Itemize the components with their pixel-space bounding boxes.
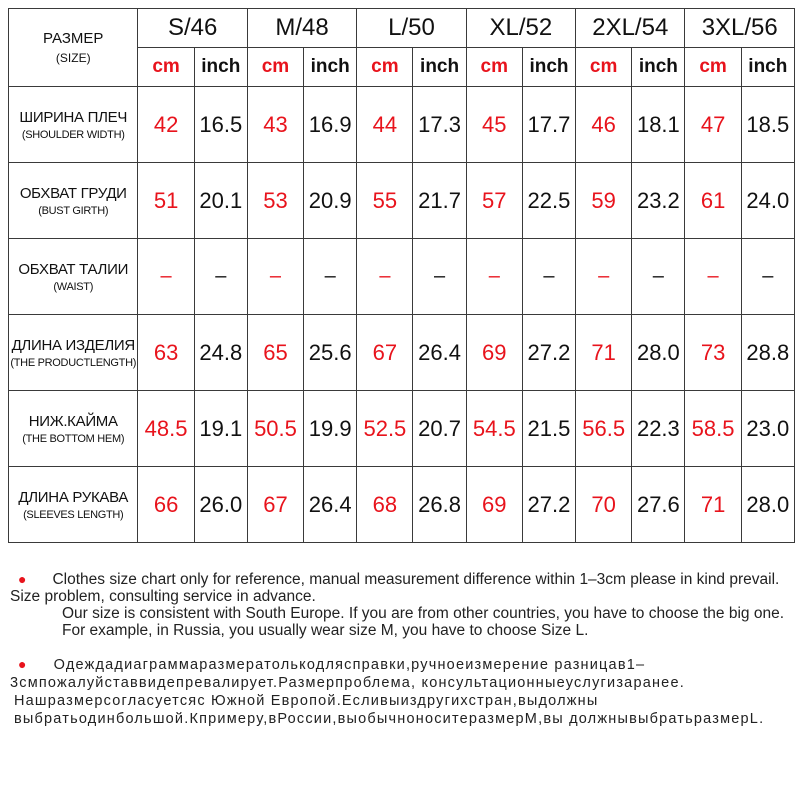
value-inch: 26.0 <box>194 467 247 543</box>
value-cm: 53 <box>247 163 303 239</box>
size-2xl-header: 2XL/54 <box>576 9 685 48</box>
unit-inch-header: inch <box>413 48 466 87</box>
measurement-label-cell <box>9 239 138 315</box>
value-inch: 26.4 <box>304 467 357 543</box>
unit-cm-header: cm <box>466 48 522 87</box>
value-cm: 69 <box>466 467 522 543</box>
value-inch: 28.8 <box>741 315 794 391</box>
value-cm: 45 <box>466 87 522 163</box>
value-inch: 27.2 <box>522 315 575 391</box>
bullet-icon: ● <box>18 656 28 672</box>
measurement-label-en: (SLEEVES LENGTH) <box>23 508 124 521</box>
note-ru-1-text: Одеждадиаграммаразмератолькодляcправки,ручноеизмерение разницав1–3смпожалуйставвидепревалирует.Размерпроблема, консультационныеуслугизаранее. <box>10 657 685 691</box>
unit-cm-header: cm <box>685 48 741 87</box>
value-cm: – <box>576 239 632 315</box>
value-inch: – <box>304 239 357 315</box>
value-inch: 20.7 <box>413 391 466 467</box>
value-inch: 28.0 <box>632 315 685 391</box>
measurement-row <box>9 467 795 543</box>
value-cm: 46 <box>576 87 632 163</box>
size-xl-header: XL/52 <box>466 9 575 48</box>
unit-cm-header: cm <box>247 48 303 87</box>
value-inch: 23.2 <box>632 163 685 239</box>
value-cm: 57 <box>466 163 522 239</box>
measurement-row <box>9 315 795 391</box>
size-label-en: (SIZE) <box>55 51 91 65</box>
value-cm: 59 <box>576 163 632 239</box>
measurement-row <box>9 239 795 315</box>
size-header-row <box>9 9 795 48</box>
value-inch: – <box>522 239 575 315</box>
unit-inch-header: inch <box>741 48 794 87</box>
value-inch: – <box>194 239 247 315</box>
measurement-row <box>9 87 795 163</box>
value-cm: 71 <box>685 467 741 543</box>
unit-inch-header: inch <box>194 48 247 87</box>
measurement-label-ru: ОБХВАТ ГРУДИ <box>19 184 127 202</box>
value-inch: 18.1 <box>632 87 685 163</box>
value-cm: 43 <box>247 87 303 163</box>
measurement-label-en: (SHOULDER WIDTH) <box>21 128 125 141</box>
value-cm: 44 <box>357 87 413 163</box>
bullet-icon: ● <box>18 571 27 587</box>
value-cm: – <box>247 239 303 315</box>
value-cm: 61 <box>685 163 741 239</box>
value-inch: 20.1 <box>194 163 247 239</box>
note-en-1-text: Clothes size chart only for reference, manual measurement difference within 1–3cm please in kind prevail. Size problem, consulting service in advance. <box>10 571 780 605</box>
note-ru-1 <box>10 655 792 692</box>
size-l-header: L/50 <box>357 9 466 48</box>
value-cm: – <box>357 239 413 315</box>
measurement-label-ru: ДЛИНА ИЗДЕЛИЯ <box>11 336 135 354</box>
value-cm: 71 <box>576 315 632 391</box>
value-inch: – <box>741 239 794 315</box>
value-inch: 23.0 <box>741 391 794 467</box>
value-inch: 22.3 <box>632 391 685 467</box>
value-cm: 56.5 <box>576 391 632 467</box>
measurement-label-ru: ОБХВАТ ТАЛИИ <box>18 260 129 278</box>
note-en-1 <box>10 571 792 605</box>
measurement-label-en: (THE BOTTOM HEM) <box>22 432 125 445</box>
measurement-label-cell <box>9 163 138 239</box>
measurement-label-cell <box>9 315 138 391</box>
unit-cm-header: cm <box>138 48 194 87</box>
value-inch: 27.6 <box>632 467 685 543</box>
measurement-label-ru: ДЛИНА РУКАВА <box>18 488 129 506</box>
note-en-2: Our size is consistent with South Europe. If you are from other countries, you have to choose the big one. For example, in Russia, you usually wear size M, you have to choose Size L. <box>62 605 785 639</box>
value-cm: 51 <box>138 163 194 239</box>
measurement-label-en: (BUST GIRTH) <box>38 204 109 217</box>
note-ru-2: Нашразмерсогласуетсяс Южной Европой.Есливыиздругихстран,выдолжны выбратьодинбольшой.Кпримеру,вРоссии,выобычноноситеразмерМ,вы должнывыбратьразмерL. <box>14 693 765 727</box>
unit-inch-header: inch <box>522 48 575 87</box>
measurement-label-cell <box>9 467 138 543</box>
measurement-row <box>9 163 795 239</box>
value-cm: 58.5 <box>685 391 741 467</box>
unit-cm-header: cm <box>357 48 413 87</box>
value-inch: 21.7 <box>413 163 466 239</box>
measurement-label-cell <box>9 391 138 467</box>
value-cm: 52.5 <box>357 391 413 467</box>
size-3xl-header: 3XL/56 <box>685 9 795 48</box>
value-inch: 17.3 <box>413 87 466 163</box>
value-cm: – <box>138 239 194 315</box>
size-s-header: S/46 <box>138 9 247 48</box>
value-cm: 42 <box>138 87 194 163</box>
value-inch: 16.9 <box>304 87 357 163</box>
value-cm: 50.5 <box>247 391 303 467</box>
value-inch: 26.8 <box>413 467 466 543</box>
value-inch: 28.0 <box>741 467 794 543</box>
size-chart-table <box>8 8 795 543</box>
measurement-label-en: (WAIST) <box>53 280 94 293</box>
value-inch: 20.9 <box>304 163 357 239</box>
value-cm: 68 <box>357 467 413 543</box>
unit-cm-header: cm <box>576 48 632 87</box>
value-inch: 21.5 <box>522 391 575 467</box>
value-cm: 47 <box>685 87 741 163</box>
value-cm: 54.5 <box>466 391 522 467</box>
value-inch: 25.6 <box>304 315 357 391</box>
value-cm: 69 <box>466 315 522 391</box>
value-inch: 26.4 <box>413 315 466 391</box>
value-inch: 24.8 <box>194 315 247 391</box>
value-cm: 73 <box>685 315 741 391</box>
value-inch: 27.2 <box>522 467 575 543</box>
unit-inch-header: inch <box>304 48 357 87</box>
value-inch: 17.7 <box>522 87 575 163</box>
value-inch: 19.9 <box>304 391 357 467</box>
value-cm: 65 <box>247 315 303 391</box>
value-cm: 63 <box>138 315 194 391</box>
value-inch: 16.5 <box>194 87 247 163</box>
value-cm: – <box>466 239 522 315</box>
value-inch: 22.5 <box>522 163 575 239</box>
value-inch: – <box>413 239 466 315</box>
value-cm: 70 <box>576 467 632 543</box>
value-inch: 19.1 <box>194 391 247 467</box>
value-cm: 67 <box>247 467 303 543</box>
value-inch: 18.5 <box>741 87 794 163</box>
value-cm: 66 <box>138 467 194 543</box>
value-cm: 48.5 <box>138 391 194 467</box>
unit-inch-header: inch <box>632 48 685 87</box>
size-m-header: M/48 <box>247 9 356 48</box>
size-label-cell <box>9 9 138 87</box>
measurement-row <box>9 391 795 467</box>
value-inch: – <box>632 239 685 315</box>
measurement-label-en: (THE PRODUCTLENGTH) <box>10 356 137 369</box>
measurement-label-cell <box>9 87 138 163</box>
value-cm: 67 <box>357 315 413 391</box>
measurement-label-ru: ШИРИНА ПЛЕЧ <box>19 108 128 126</box>
value-cm: 55 <box>357 163 413 239</box>
value-cm: – <box>685 239 741 315</box>
notes-section <box>10 571 792 728</box>
value-inch: 24.0 <box>741 163 794 239</box>
measurement-label-ru: НИЖ.КАЙМА <box>28 412 118 430</box>
size-label-ru: РАЗМЕР <box>43 30 104 47</box>
